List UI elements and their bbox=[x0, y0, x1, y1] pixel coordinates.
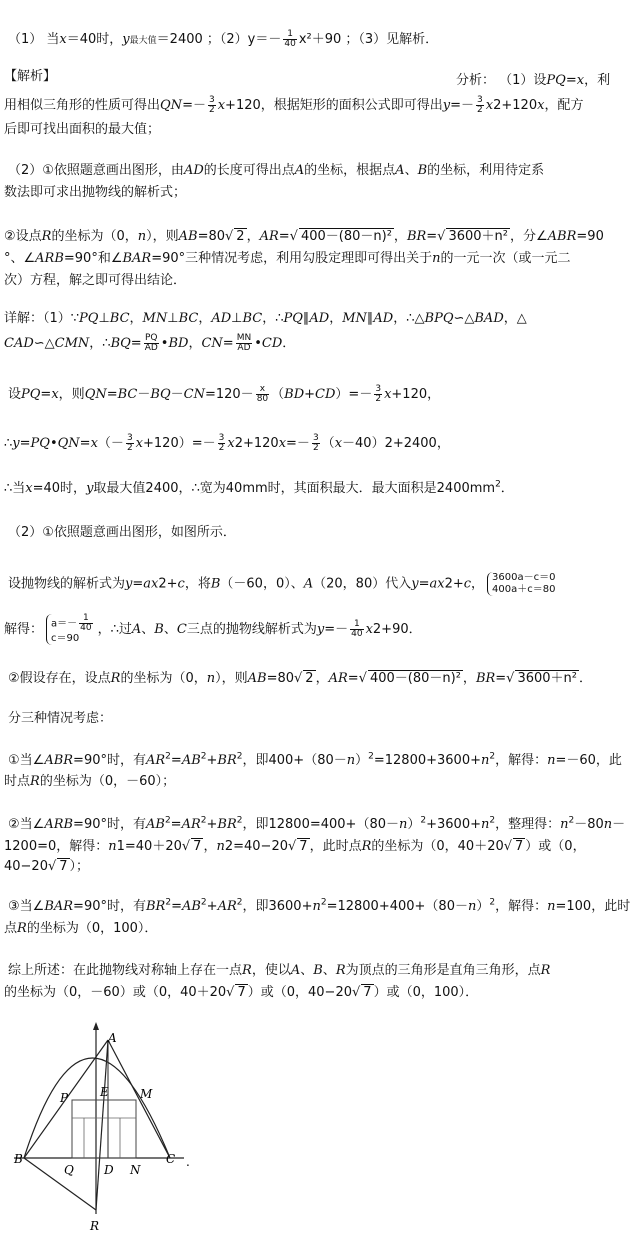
paragraph-13b: 时点R的坐标为（0，－60）； bbox=[4, 774, 176, 789]
rectangle-pqnm bbox=[72, 1100, 136, 1158]
paragraph-15b: 点R的坐标为（0，100）． bbox=[4, 921, 158, 936]
axis-arrow bbox=[93, 1022, 99, 1030]
paragraph-4a: 详解：（1）∵PQ⊥BC，MN⊥BC，AD⊥BC，∴PQ∥AD，MN∥AD，∴△BPQ∽△BAD，△ bbox=[4, 311, 527, 326]
paragraph-14a: ②当∠ARB=90°时，有$AB^2=AR^2+BR^2$，即$12800=400+(80-n)^2+3600+n^2$，整理得：$n^2-80n-$ bbox=[8, 815, 626, 832]
label-a: A bbox=[108, 1031, 117, 1045]
label-e: E bbox=[100, 1085, 109, 1099]
paragraph-1-end: 后即可找出面积的最大值； bbox=[4, 122, 161, 137]
geometry-figure bbox=[0, 1018, 210, 1247]
segment-ar bbox=[96, 1040, 108, 1210]
paragraph-13a: ①当∠ABR=90°时，有$AR^2=AB^2+BR^2$，即$400+(80-n)^2=12800+3600+n^2$，解得：n=－60，此 bbox=[8, 751, 622, 768]
segment-ac bbox=[108, 1040, 170, 1158]
label-b: B bbox=[14, 1152, 23, 1166]
paragraph-10: 解得： a＝－ $\frac{1}{40}$ c＝90，∴过A、B、C三点的抛物线解析式为y=－ $\frac{1}{40}$ x2+90． bbox=[4, 613, 422, 644]
paragraph-16b: 的坐标为（0，－60）或（0，40＋20√ 7 ）或（0，40−20√ 7 ）或（0，100）． bbox=[4, 985, 479, 1000]
paragraph-11: ②假设存在，设点R的坐标为（0，n），则AB=80√ 2 ，AR=√ 400－(80－n)² ，BR=√ 3600＋n² ． bbox=[8, 671, 593, 686]
paragraph-2a: （2）①依照题意画出图形，由AD的长度可得出点A的坐标，根据点A、B的坐标，利用待定系 bbox=[8, 163, 545, 178]
section-label-text: 【解析】 bbox=[4, 69, 57, 84]
analysis-label-line: 分析： （1）设PQ=x，利 bbox=[456, 73, 611, 88]
paragraph-5: 设PQ=x，则QN=BC－BQ－CN=120－ $\frac{x}{80}$ （BD+CD）=－ $\frac{3}{2}$ x+120， bbox=[8, 384, 441, 404]
label-c: C bbox=[166, 1152, 176, 1166]
paragraph-4b: CAD∽△CMN，∴BQ= $\frac{PQ}{AD}$ •BD，CN= $\frac{MN}{AD}$ •CD． bbox=[4, 333, 296, 353]
analysis-label: 分析： bbox=[456, 73, 496, 88]
answer-line: （1） 当x＝40时，y最大值＝2400 ；（2）y＝－ $\frac{1}{40}$ x²＋90 ；（3）见解析． bbox=[8, 29, 439, 49]
label-r: R bbox=[90, 1219, 100, 1233]
paragraph-9: 设抛物线的解析式为y=ax2+c，将B（－60，0）、A（20，80）代入y=ax2+c， 3600a－c＝0 400a＋c＝80 bbox=[8, 572, 556, 595]
segment-br bbox=[24, 1158, 96, 1210]
paragraph-7: ∴当x=40时，y取最大值2400，∴宽为40mm时，其面积最大．最大面积是$2400mm^2$． bbox=[4, 479, 514, 496]
paragraph-2b: 数法即可求出抛物线的解析式； bbox=[4, 185, 187, 200]
paragraph-1-cont: 用相似三角形的性质可得出QN=－ $\frac{3}{2}$ x+120，根据矩形的面积公式即可得出y=－ $\frac{3}{2}$ x2+120x，配方 bbox=[4, 95, 584, 115]
paragraph-6: ∴y=PQ•QN=x（－ $\frac{3}{2}$ x+120）=－ $\frac{3}{2}$ x2+120x=－ $\frac{3}{2}$ （x－40）2+2400， bbox=[4, 433, 450, 453]
paragraph-14c: 40−20√ 7 ）； bbox=[4, 859, 90, 874]
paragraph-14b: 1200=0，解得：n1=40＋20√ 7 ，n2=40−20√ 7 ，此时点R的坐标为（0，40＋20√ 7 ）或（0， bbox=[4, 839, 586, 854]
parabola-curve bbox=[24, 1058, 170, 1158]
paragraph-8: （2）①依照题意画出图形，如图所示． bbox=[8, 525, 236, 540]
label-q: Q bbox=[64, 1163, 74, 1177]
label-d: D bbox=[104, 1163, 114, 1177]
label-m: M bbox=[140, 1087, 153, 1101]
label-p: P bbox=[60, 1091, 69, 1105]
figure-period: . bbox=[186, 1155, 190, 1169]
label-n: N bbox=[130, 1163, 141, 1177]
paragraph-16a: 综上所述：在此抛物线对称轴上存在一点R，使以A、B、R为顶点的三角形是直角三角形，点R bbox=[8, 963, 551, 978]
paragraph-15a: ③当∠BAR=90°时，有$BR^2=AB^2+AR^2$，即$3600+n^2=12800+400+(80-n)^2$，解得：n=100，此时 bbox=[8, 897, 630, 914]
paragraph-3a: ②设点R的坐标为（0，n），则AB=80√ 2 ，AR=√ 400－(80－n)² ，BR=√ 3600＋n² ，分∠ABR=90 bbox=[4, 229, 604, 244]
paragraph-12 bbox=[8, 710, 630, 728]
paragraph-3c: 次）方程，解之即可得出结论． bbox=[4, 273, 187, 288]
cases-heading: 分三种情况考虑： bbox=[8, 711, 113, 726]
paragraph-3b: °、∠ARB=90°和∠BAR=90°三种情况考虑，利用勾股定理即可得出关于n的一元一次（或一元二 bbox=[4, 251, 571, 266]
